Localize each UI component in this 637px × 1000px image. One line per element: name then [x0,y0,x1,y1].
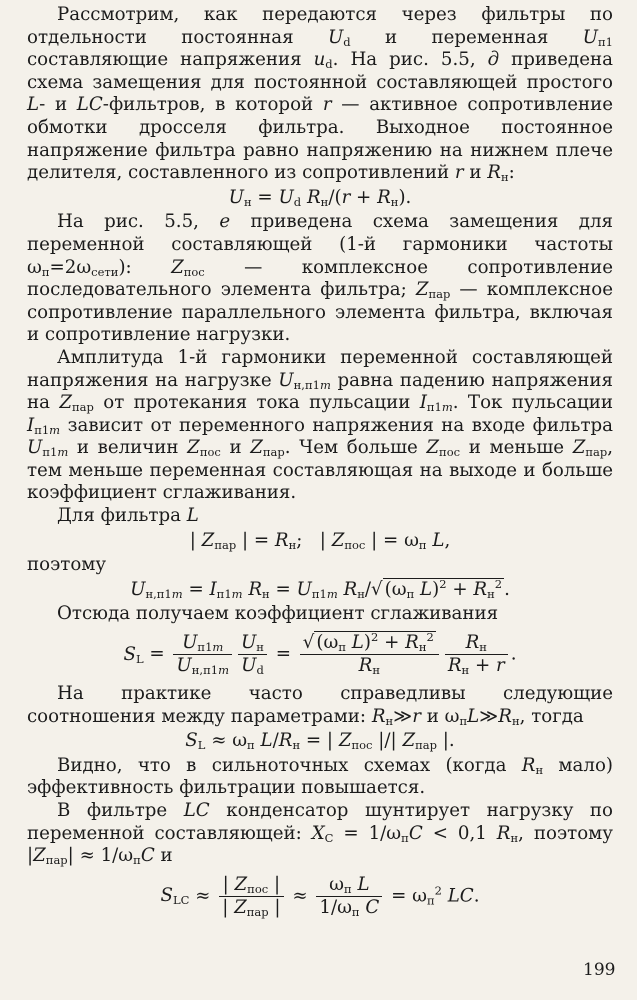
formula: $U_{н,п1m} = I_{п1m}$ $R_н = U_{п1m}$ $R_н/√$ ($\omega_п$ $L)^2 + R_н^2$ . [130,576,510,601]
paragraph: Видно, что в сильноточных схемах (когда $R_н$ мало) эффективность фильтрации повышается. [27,754,613,799]
paragraph: Отсюда получаем коэффициент сглаживания [57,603,499,625]
paragraph: На рис. 5.5, е приведена схема замещения для переменной составляющей (1-й гармоники частоты $\omega_п=2\omega_{сети}$): $Z_{пос}$ — комплексное сопротивление последовательного элемента фильтра; $Z_{пар}$ — комплексное сопротивление параллельного элемента фильтра, включая и сопротивление нагрузки. [27,211,613,346]
formula: $S_L \approx \omega_п$ $L/R_н$ = | $Z_{пос}$ |/| $Z_{пар}$ |. [185,730,455,753]
page-text [27,4,613,925]
paragraph: На практике часто справедливы следующие соотношения между параметрами: $R_н≫r$ и $\omega_пL≫R_н$, тогда [27,683,613,728]
paragraph: поэтому [27,554,107,576]
paragraph: Рассмотрим, как передаются через фильтры по отдельности постоянная $U_d$ и переменная $U_{п1}$ составляющие напряжения $u_d$. На рис. 5.5, д приведена схема замещения для постоянной составляющей простого L- и LC-фильтров, в которой r — активное сопротивление обмотки дросселя фильтра. Выходное постоянное напряжение фильтра равно напряжению на нижнем плече делителя, составленного из сопротивлений r и $R_н$: [27,4,613,185]
paragraph: В фильтре LC конденсатор шунтирует нагрузку по переменной составляющей: $X_C = 1/\omega_пC < 0,1$ $R_н$, поэтому $|Z_{пар}| \approx 1/\omega_пC$ и [27,800,613,868]
formula: $S_L$ = $\frac{U_{п1m}}{U_{н,п1m}}$ $\frac{U_н}{U_d}$ = $\frac{√ (\omega_п L)^2 + R_н^2}{R_н}$ $\frac{R_н}{R_н + r}$ . [123,630,517,678]
page-number: 199 [583,960,616,980]
paragraph: Для фильтра L [57,505,199,527]
formula: $S_{LC}$ ≈ $\frac{| Z_{пос} |}{| Z_{пар} |}$ ≈ $\frac{\omega_п L}{1/\omega_п C}$ = $\omega_п^2$ LC. [160,873,480,919]
paragraph: Амплитуда 1-й гармоники переменной составляющей напряжения на нагрузке $U_{н,п1m}$ равна падению напряжения на $Z_{пар}$ от протекания тока пульсации $I_{п1m}$. Ток пульсации $I_{п1m}$ зависит от переменного напряжения на входе фильтра $U_{п1m}$ и величин $Z_{пос}$ и $Z_{пар}$. Чем больше $Z_{пос}$ и меньше $Z_{пар}$, тем меньше переменная составляющая на выходе и больше коэффициент сглаживания. [27,346,614,504]
formula: | $Z_{пар}$ | = $R_н$; | $Z_{пос}$ | = $\omega_п$ L, [189,529,451,552]
formula: $U_н = U_d$ $R_н/(r + R_н)$. [228,186,412,209]
